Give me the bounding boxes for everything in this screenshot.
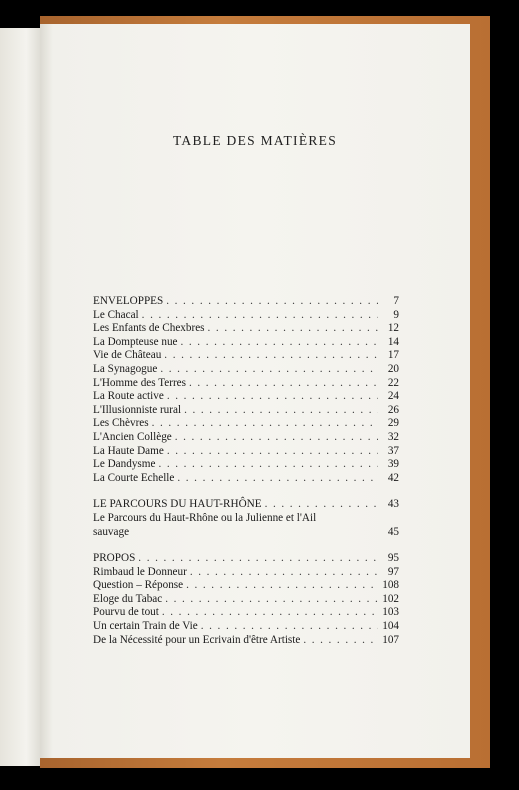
- entry-title: La Haute Dame: [93, 444, 164, 457]
- toc-entry: [93, 417, 399, 431]
- page-number: 32: [387, 430, 399, 443]
- leader-dots: [152, 417, 378, 431]
- page-number: 20: [387, 362, 399, 375]
- leader-dots: [189, 377, 378, 391]
- toc-section-haut-rhone: [93, 498, 399, 539]
- leader-dots: [175, 431, 378, 445]
- page-number: 43: [387, 498, 399, 511]
- entry-title: Vie de Château: [93, 349, 162, 362]
- toc-entry: [93, 349, 399, 363]
- entry-title: ENVELOPPES: [93, 295, 164, 307]
- page-number: 103: [382, 606, 399, 619]
- entry-second-line: [93, 526, 399, 540]
- page-number: 108: [382, 579, 399, 592]
- page-number: 14: [387, 335, 399, 348]
- leader-dots: [177, 472, 378, 486]
- page-number: 95: [387, 552, 399, 565]
- toc-entry: [93, 431, 399, 445]
- leader-dots: [181, 336, 378, 350]
- page-number: 7: [393, 295, 399, 307]
- page-number: 12: [387, 322, 399, 335]
- leader-dots: [167, 390, 378, 404]
- entry-title-line1: Le Parcours du Haut-Rhône ou la Julienne et l'Ail: [93, 511, 317, 524]
- leader-dots: [164, 349, 378, 363]
- entry-title: Les Chèvres: [93, 417, 149, 430]
- entry-title: L'Illusionniste rural: [93, 403, 182, 416]
- leader-dots: [190, 566, 378, 580]
- page-number: 9: [393, 308, 399, 321]
- entry-title: La Synagogue: [93, 362, 158, 375]
- table-of-contents: [93, 295, 399, 647]
- toc-entry: [93, 579, 399, 593]
- leader-dots: [162, 606, 378, 620]
- entry-title: La Dompteuse nue: [93, 335, 178, 348]
- toc-entry: [93, 390, 399, 404]
- leader-dots: [208, 322, 378, 336]
- page-number: 107: [382, 633, 399, 646]
- toc-section-heading: [93, 552, 399, 566]
- leader-dots: [160, 363, 378, 377]
- page-number: 97: [387, 565, 399, 578]
- page-number: 24: [387, 390, 399, 403]
- page-number: 102: [382, 592, 399, 605]
- entry-title: LE PARCOURS DU HAUT-RHÔNE: [93, 498, 262, 511]
- toc-entry: [93, 309, 399, 323]
- page-number: 17: [387, 349, 399, 362]
- entry-title: Pourvu de tout: [93, 606, 159, 619]
- entry-title: Un certain Train de Vie: [93, 620, 198, 633]
- page-number: 45: [387, 525, 399, 538]
- entry-title: Les Enfants de Chexbres: [93, 322, 205, 335]
- toc-entry: [93, 336, 399, 350]
- entry-title: De la Nécessité pour un Ecrivain d'être Artiste: [93, 633, 301, 646]
- toc-section-heading: [93, 498, 399, 512]
- toc-entry: [93, 606, 399, 620]
- toc-title: TABLE DES MATIÈRES: [172, 133, 338, 148]
- toc-entry: [93, 458, 399, 472]
- toc-section-heading: [93, 295, 399, 309]
- page-number: 26: [387, 403, 399, 416]
- left-page-edge: [0, 28, 44, 766]
- page-number: 39: [387, 458, 399, 471]
- leader-dots: [142, 309, 378, 323]
- leader-dots: [184, 404, 378, 418]
- page-number: 37: [387, 444, 399, 457]
- toc-entry: [93, 634, 399, 648]
- toc-entry: [93, 404, 399, 418]
- leader-dots: [166, 295, 378, 309]
- leader-dots: [265, 498, 378, 512]
- entry-title: Eloge du Tabac: [93, 592, 163, 605]
- toc-entry: [93, 445, 399, 459]
- toc-section-enveloppes: [93, 295, 399, 485]
- toc-entry: [93, 593, 399, 607]
- entry-title: Question – Réponse: [93, 579, 184, 592]
- toc-entry: [93, 566, 399, 580]
- toc-section-propos: [93, 552, 399, 647]
- toc-entry: [93, 377, 399, 391]
- leader-dots: [158, 458, 378, 472]
- leader-dots: [303, 634, 378, 648]
- entry-title: Le Dandysme: [93, 458, 156, 471]
- page-number: 29: [387, 417, 399, 430]
- leader-dots: [165, 593, 378, 607]
- entry-title: PROPOS: [93, 552, 136, 565]
- entry-title: La Route active: [93, 390, 164, 403]
- page-number: 104: [382, 620, 399, 633]
- toc-entry: [93, 620, 399, 634]
- toc-entry: [93, 512, 399, 539]
- toc-entry: [93, 363, 399, 377]
- leader-dots: [186, 579, 378, 593]
- entry-title: L'Ancien Collège: [93, 430, 172, 443]
- entry-title-line2: sauvage: [93, 525, 130, 538]
- toc-entry: [93, 472, 399, 486]
- entry-title: L'Homme des Terres: [93, 376, 186, 389]
- entry-title: Rimbaud le Donneur: [93, 565, 187, 578]
- entry-title: Le Chacal: [93, 308, 139, 321]
- toc-entry: [93, 322, 399, 336]
- entry-title: La Courte Echelle: [93, 471, 175, 484]
- leader-dots: [138, 552, 378, 566]
- page-number: 42: [387, 471, 399, 484]
- leader-dots: [167, 445, 378, 459]
- leader-dots: [201, 620, 378, 634]
- page-number: 22: [387, 376, 399, 389]
